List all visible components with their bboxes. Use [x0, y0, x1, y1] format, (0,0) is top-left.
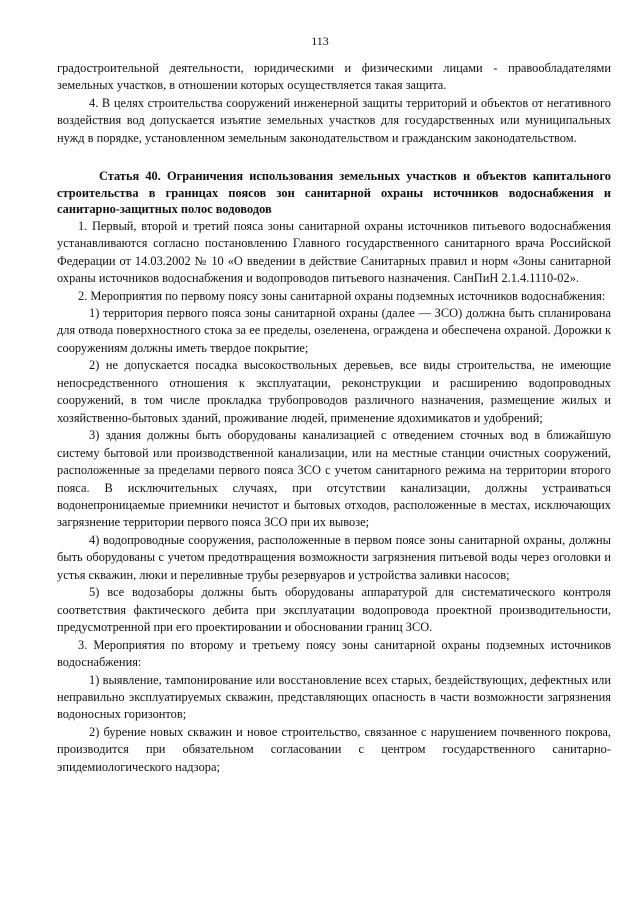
- list-item-2-2: 2) не допускается посадка высокоствольных деревьев, все виды строительства, не имеющие непосредственного отношения к эксплуатации, реконструкции и расширению водопроводных сооружений, в том числе прокладка трубопроводов различного назначения, размещение жилых и хозяйственно-бытовых зданий, проживание людей, применение ядохимикатов и удобрений;: [57, 358, 611, 425]
- list-item-2-4: 4) водопроводные сооружения, расположенные в первом поясе зоны санитарной охраны, должны быть оборудованы с учетом предотвращения возможности загрязнения питьевой воды через оголовки и устья скважин, люки и переливные трубы резервуаров и устройства заливки насосов;: [57, 532, 611, 582]
- list-item-2-3: 3) здания должны быть оборудованы канализацией с отведением сточных вод в ближайшую систему бытовой или производственной канализации, или на местные станции очистных сооружений, расположенные за пределами первого пояса ЗСО с учетом санитарного режима на территории второго пояса. В исключительных случаях, при отсутствии канализации, должны устраиваться водонепроницаемые приемники нечистот и бытовых отходов, расположенные в местах, исключающих загрязнение территории первого пояса ЗСО при их вывозе;: [57, 428, 611, 530]
- paragraph-item-4: 4. В целях строительства сооружений инженерной защиты территорий и объектов от негативного воздействия вод допускается изъятие земельных участков для государственных или муниципальных нужд в порядке, установленном земельным законодательством и гражданским законодательством.: [57, 95, 611, 145]
- page-number: 113: [311, 34, 329, 48]
- paragraph-continuation: градостроительной деятельности, юридическими и физическими лицами - правообладателями земельных участков, в отношении которых осуществляется такая защита.: [57, 61, 611, 93]
- paragraph-point-1: 1. Первый, второй и третий пояса зоны санитарной охраны источников питьевого водоснабжения устанавливаются согласно постановлению Главного государственного санитарного врача Российской Федерации от 14.03.2002 № 10 «О введении в действие Санитарных правил и норм «Зоны санитарной охраны источников водоснабжения и водопроводов питьевого назначения. СанПиН 2.1.4.1110-02».: [57, 218, 611, 286]
- article-heading: Статья 40. Ограничения использования земельных участков и объектов капитального строительства в границах поясов зон санитарной охраны источников водоснабжения и санитарно-защитных полос водоводов: [57, 169, 611, 217]
- list-item-3-2: 2) бурение новых скважин и новое строительство, связанное с нарушением почвенного покрова, производится при обязательном согласовании с центром государственного санитарно-эпидемиологического надзора;: [57, 724, 611, 774]
- paragraph-point-3: 3. Мероприятия по второму и третьему поясу зоны санитарной охраны подземных источников водоснабжения:: [57, 637, 611, 670]
- paragraph-point-2: 2. Мероприятия по первому поясу зоны санитарной охраны подземных источников водоснабжения:: [78, 288, 606, 303]
- list-item-2-5: 5) все водозаборы должны быть оборудованы аппаратурой для систематического контроля соответствия фактического дебита при эксплуатации водопровода проектной производительности, предусмотренной при его проектировании и обосновании границ ЗСО.: [57, 585, 611, 635]
- page-content: [57, 60, 611, 776]
- list-item-3-1: 1) выявление, тампонирование или восстановление всех старых, бездействующих, дефектных или неправильно эксплуатируемых скважин, представляющих опасность в части возможности загрязнения водоносных горизонтов;: [57, 672, 611, 722]
- list-item-2-1: 1) территория первого пояса зоны санитарной охраны (далее — ЗСО) должна быть спланирована для отвода поверхностного стока за ее пределы, озеленена, ограждена и обеспечена охраной. Дорожки к сооружениям должны иметь твердое покрытие;: [57, 306, 611, 355]
